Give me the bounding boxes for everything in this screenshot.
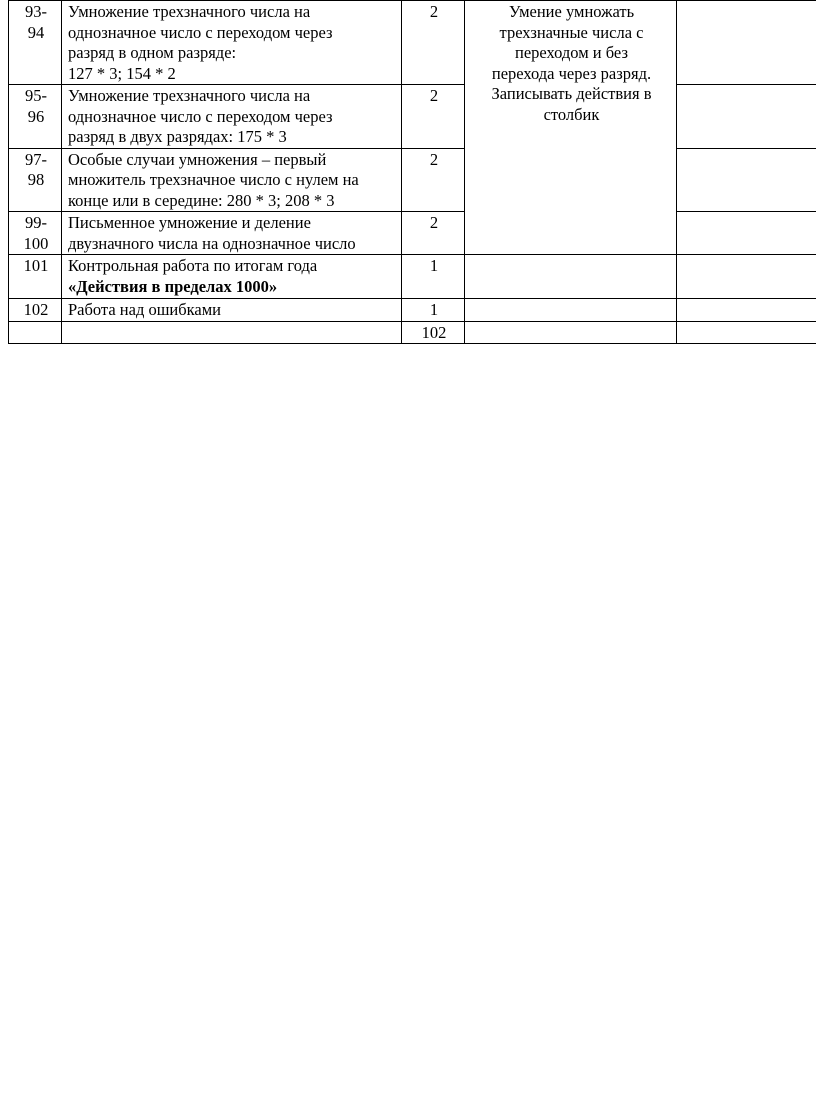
skills-cell bbox=[465, 299, 677, 322]
table-row bbox=[9, 299, 816, 322]
skills-cell bbox=[465, 321, 677, 344]
lesson-hours-cell: 1 bbox=[402, 299, 465, 322]
lesson-topic-cell: Письменное умножение и деление двузначного числа на однозначное число bbox=[62, 212, 402, 255]
notes-cell bbox=[677, 321, 816, 344]
notes-cell bbox=[677, 148, 816, 212]
lesson-hours-cell: 2 bbox=[402, 1, 465, 85]
total-row bbox=[9, 321, 816, 344]
lesson-hours-cell: 1 bbox=[402, 255, 465, 299]
total-hours-cell: 102 bbox=[402, 321, 465, 344]
notes-cell bbox=[677, 299, 816, 322]
lesson-topic-cell: Умножение трехзначного числа на однозначное число с переходом через разряд в одном разряде: 127 * 3; 154 * 2 bbox=[62, 1, 402, 85]
lesson-topic-cell: Умножение трехзначного числа на однозначное число с переходом через разряд в двух разрядах: 175 * 3 bbox=[62, 85, 402, 149]
lesson-number-cell: 102 bbox=[9, 299, 62, 322]
lesson-hours-cell: 2 bbox=[402, 212, 465, 255]
lesson-number-cell: 97- 98 bbox=[9, 148, 62, 212]
test-title: «Действия в пределах 1000» bbox=[68, 276, 278, 296]
lesson-hours-cell: 2 bbox=[402, 85, 465, 149]
lesson-number-cell: 101 bbox=[9, 255, 62, 299]
notes-cell bbox=[677, 85, 816, 149]
table-row bbox=[9, 212, 816, 255]
lesson-number-cell bbox=[9, 321, 62, 344]
skills-cell bbox=[465, 255, 677, 299]
notes-cell bbox=[677, 212, 816, 255]
notes-cell bbox=[677, 255, 816, 299]
lesson-number-cell: 93- 94 bbox=[9, 1, 62, 85]
lesson-topic-cell: Особые случаи умножения – первый множитель трехзначное число с нулем на конце или в середине: 280 * 3; 208 * 3 bbox=[62, 148, 402, 212]
table-row bbox=[9, 255, 816, 299]
lesson-number-cell: 95- 96 bbox=[9, 85, 62, 149]
table-row bbox=[9, 148, 816, 212]
lesson-number-cell: 99- 100 bbox=[9, 212, 62, 255]
lesson-hours-cell: 2 bbox=[402, 148, 465, 212]
skills-cell: Умение умножать трехзначные числа с переходом и без перехода через разряд. Записывать действия в столбик bbox=[465, 1, 677, 255]
lesson-plan-table bbox=[8, 0, 816, 344]
table-row bbox=[9, 85, 816, 149]
notes-cell bbox=[677, 1, 816, 85]
lesson-topic-cell bbox=[62, 321, 402, 344]
table-row bbox=[9, 1, 816, 85]
lesson-topic-cell: Контрольная работа по итогам года «Действия в пределах 1000» bbox=[62, 255, 402, 299]
lesson-topic-cell: Работа над ошибками bbox=[62, 299, 402, 322]
